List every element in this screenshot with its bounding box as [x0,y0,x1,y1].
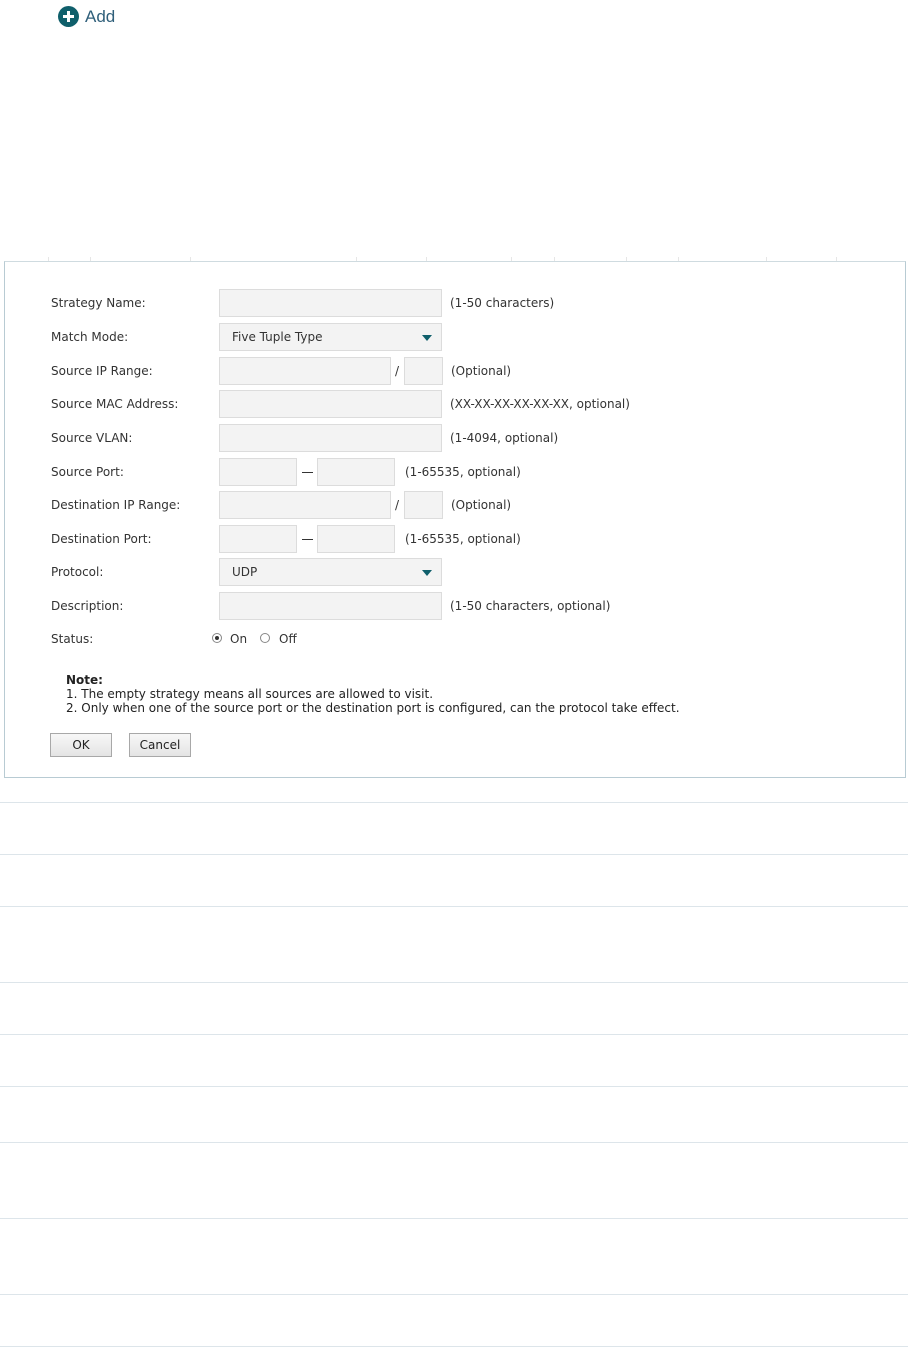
status-row [5,625,905,653]
dest-ip-separator: / [395,498,400,512]
source-vlan-input[interactable] [219,424,442,452]
dest-ip-label: Destination IP Range: [51,498,181,512]
table-row-divider [0,1294,908,1295]
strategy-name-row [5,289,905,317]
dest-ip-hint: (Optional) [451,498,512,512]
dest-port-hint: (1-65535, optional) [405,532,521,546]
source-mac-hint: (XX-XX-XX-XX-XX-XX, optional) [450,397,630,411]
dest-ip-row [5,491,905,519]
protocol-label: Protocol: [51,565,104,579]
description-label: Description: [51,599,124,613]
strategy-name-input[interactable] [219,289,442,317]
ok-button[interactable]: OK [50,733,112,757]
plus-circle-icon [58,6,79,27]
chevron-down-icon [422,335,432,341]
strategy-name-hint: (1-50 characters) [450,296,555,310]
source-mac-row [5,390,905,418]
match-mode-row [5,323,905,351]
match-mode-select[interactable] [219,323,442,351]
table-row-divider [0,1218,908,1219]
source-vlan-label: Source VLAN: [51,431,133,445]
source-ip-hint: (Optional) [451,364,512,378]
source-ip-row [5,357,905,385]
add-label: Add [85,6,116,26]
protocol-value: UDP [232,565,258,579]
dest-ip-input[interactable] [219,491,391,519]
source-ip-mask-input[interactable] [404,357,443,385]
source-port-label: Source Port: [51,465,124,479]
source-port-hint: (1-65535, optional) [405,465,521,479]
dest-port-row [5,525,905,553]
add-strategy-panel [4,261,906,778]
source-ip-label: Source IP Range: [51,364,153,378]
table-row-divider [0,906,908,907]
dest-port-to-input[interactable] [317,525,395,553]
source-vlan-hint: (1-4094, optional) [450,431,559,445]
status-on-radio[interactable] [212,633,222,643]
note-block [66,673,680,715]
cancel-button[interactable]: Cancel [129,733,191,757]
table-row-divider [0,1034,908,1035]
source-vlan-row [5,424,905,452]
dest-port-label: Destination Port: [51,532,152,546]
description-input[interactable] [219,592,442,620]
protocol-row [5,558,905,586]
source-ip-separator: / [395,364,400,378]
range-dash [302,472,313,473]
match-mode-label: Match Mode: [51,330,129,344]
note-line-1: 1. The empty strategy means all sources are allowed to visit. [66,687,434,701]
table-row-divider [0,982,908,983]
protocol-select[interactable] [219,558,442,586]
match-mode-value: Five Tuple Type [232,330,323,344]
add-button[interactable] [58,6,115,27]
table-row-divider [0,1346,908,1347]
dest-port-from-input[interactable] [219,525,297,553]
description-row [5,592,905,620]
table-row-divider [0,802,908,803]
status-off-label[interactable]: Off [279,632,297,646]
table-row-divider [0,1142,908,1143]
source-port-from-input[interactable] [219,458,297,486]
description-hint: (1-50 characters, optional) [450,599,611,613]
source-mac-label: Source MAC Address: [51,397,179,411]
strategy-name-label: Strategy Name: [51,296,146,310]
chevron-down-icon [422,570,432,576]
status-off-radio[interactable] [260,633,270,643]
note-line-2: 2. Only when one of the source port or the destination port is configured, can the protocol take effect. [66,701,680,715]
note-title: Note: [66,673,103,687]
source-port-to-input[interactable] [317,458,395,486]
range-dash [302,539,313,540]
status-on-label[interactable]: On [230,632,248,646]
source-mac-input[interactable] [219,390,442,418]
source-ip-input[interactable] [219,357,391,385]
dest-ip-mask-input[interactable] [404,491,443,519]
table-row-divider [0,854,908,855]
status-label: Status: [51,632,94,646]
source-port-row [5,458,905,486]
table-row-divider [0,1086,908,1087]
